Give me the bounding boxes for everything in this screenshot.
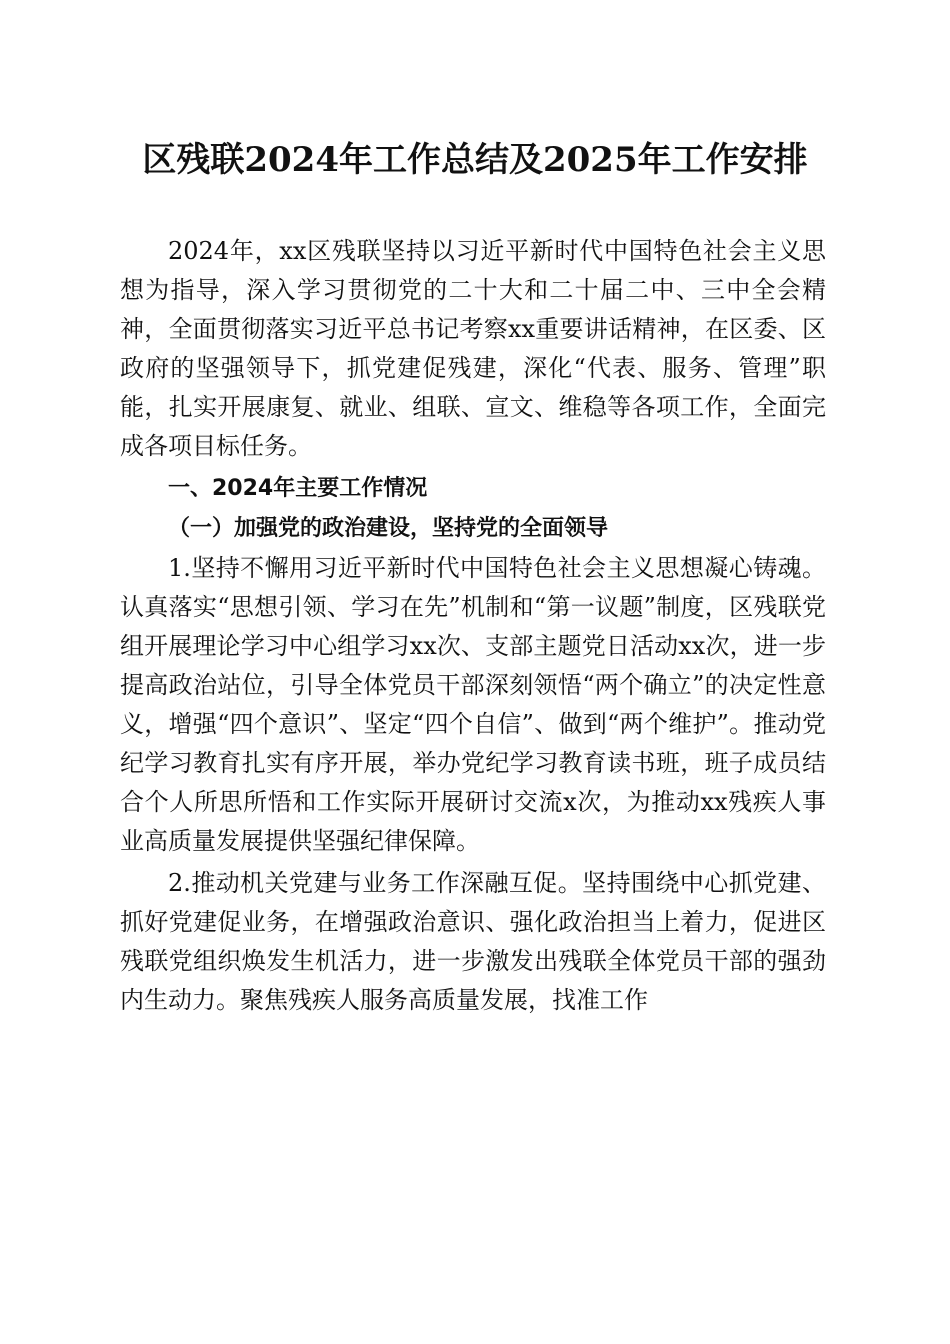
item-1-paragraph: 1.坚持不懈用习近平新时代中国特色社会主义思想凝心铸魂。认真落实“思想引领、学习在先”机制和“第一议题”制度，区残联党组开展理论学习中心组学习xx次、支部主题党日活动xx次，进一步提高政治站位，引导全体党员干部深刻领悟“两个确立”的决定性意义，增强“四个意识”、坚定“四个自信”、做到“两个维护”。推动党纪学习教育扎实有序开展，举办党纪学习教育读书班，班子成员结合个人所思所悟和工作实际开展研讨交流x次，为推动xx残疾人事业高质量发展提供坚强纪律保障。 xyxy=(120,554,826,855)
document-body xyxy=(120,232,826,1020)
document-title: 区残联2024年工作总结及2025年工作安排 xyxy=(142,140,808,180)
intro-paragraph: 2024年，xx区残联坚持以习近平新时代中国特色社会主义思想为指导，深入学习贯彻党的二十大和二十届二中、三中全会精神，全面贯彻落实习近平总书记考察xx重要讲话精神，在区委、区政府的坚强领导下，抓党建促残建，深化“代表、服务、管理”职能，扎实开展康复、就业、组联、宣文、维稳等各项工作，全面完成各项目标任务。 xyxy=(120,237,826,460)
subsection-heading: （一）加强党的政治建设，坚持党的全面领导 xyxy=(168,516,609,541)
item-2-paragraph: 2.推动机关党建与业务工作深融互促。坚持围绕中心抓党建、抓好党建促业务，在增强政治意识、强化政治担当上着力，促进区残联党组织焕发生机活力，进一步激发出残联全体党员干部的强劲内生动力。聚焦残疾人服务高质量发展，找准工作 xyxy=(120,869,826,1014)
section-heading: 一、2024年主要工作情况 xyxy=(168,476,428,501)
